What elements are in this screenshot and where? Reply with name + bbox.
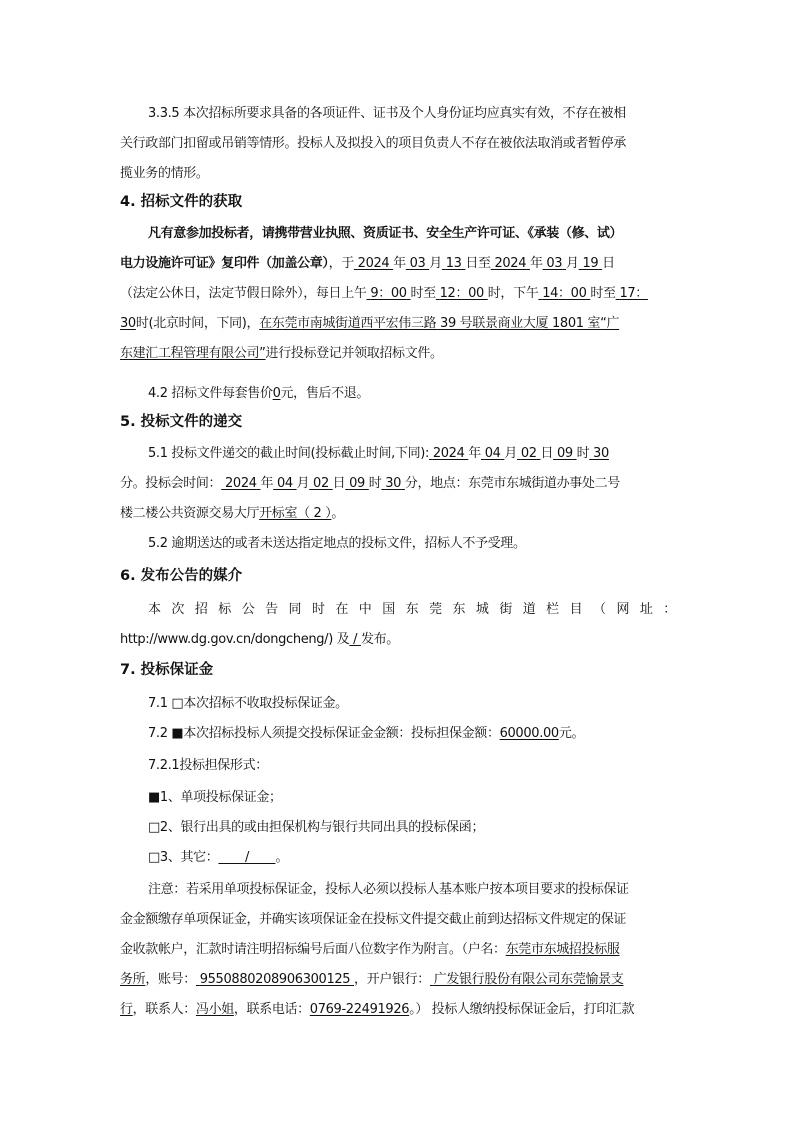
para-5-1-line3: 楼二楼公共资源交易大厅开标室（ 2 ）。: [120, 506, 345, 521]
para-5-1-line2: 分。投标会时间： 2024 年 04 月 02 日 09 时 30 分，地点：东莞市东城街道办事处二号: [120, 476, 620, 491]
deadline-minute: 30: [593, 446, 609, 461]
para-7-2-1: 7.2.1投标担保形式：: [148, 758, 268, 773]
note-line1: 注意：若采用单项投标保证金，投标人必须以投标人基本账户按本项目要求的投标保证: [148, 882, 629, 897]
para-4-line3: （法定公休日，法定节假日除外），每日上午 9：00 时至 12：00 时，下午 14：00 时至 17：: [120, 286, 648, 301]
para-4-line1: 凡有意参加投标者，请携带营业执照、资质证书、安全生产许可证、《承装（修、试）: [148, 226, 623, 241]
pm-start-time: 14：00: [542, 286, 587, 301]
media-line-char: 时: [311, 602, 325, 617]
media-line-char: 栏: [546, 602, 559, 617]
guarantee-option-3: □3、其它： / 。: [148, 850, 289, 865]
account-name-part2: 务所: [120, 972, 146, 987]
section-5-heading: 5. 投标文件的递交: [120, 414, 243, 430]
registration-company: 东建汇工程管理有限公司”: [120, 346, 266, 361]
para-3-3-5-line1: 3.3.5 本次招标所要求具备的各项证件、证书及个人身份证均应真实有效，不存在被相: [148, 106, 626, 121]
note-line2: 金金额缴存单项保证金，并确实该项保证金在投标文件提交截止前到达招标文件规定的保证: [120, 912, 627, 927]
para-7-1: 7.1 □本次招标不收取投标保证金。: [148, 696, 348, 711]
media-line-char: （: [593, 602, 606, 617]
license-text: 电力设施许可证》复印件（加盖公章）: [120, 256, 329, 271]
para-3-3-5-line3: 揽业务的情形。: [120, 166, 209, 181]
para-5-2: 5.2 逾期送达的或者未送达指定地点的投标文件，招标人不予受理。: [148, 536, 526, 551]
pm-end-time-part1: 17：: [619, 286, 648, 301]
media-line-char: 在: [335, 602, 349, 617]
contact-phone: 0769-22491926: [309, 1002, 410, 1017]
other-media: /: [349, 632, 361, 647]
para-3-3-5-line2: 关行政部门扣留或吊销等情形。投标人及拟投入的项目负责人不存在被依法取消或者暂停承: [120, 136, 627, 151]
media-line-char: 网: [616, 602, 630, 617]
meeting-year: 2024: [225, 476, 257, 491]
media-line-char: 本: [148, 602, 161, 617]
note-line5: 行，联系人：冯小姐，联系电话：0769-22491926。） 投标人缴纳投标保证金后，打印汇款: [120, 1002, 635, 1017]
media-line-char: 道: [522, 602, 536, 617]
media-line-char: 公: [241, 602, 255, 617]
media-line-char: 中: [358, 602, 372, 617]
media-line-char: 目: [569, 602, 583, 617]
meeting-day: 02: [313, 476, 329, 491]
account-name-part1: 东莞市东城招投标服: [505, 942, 620, 957]
media-line-char: 国: [382, 602, 395, 617]
deadline-month: 04: [484, 446, 501, 461]
media-line-char: 莞: [429, 602, 442, 617]
media-line-char: 招: [194, 602, 208, 617]
media-line-char: 址: [639, 602, 653, 617]
media-line-char: 同: [288, 602, 302, 617]
publish-url[interactable]: http://www.dg.gov.cn/dongcheng/): [120, 632, 333, 647]
section-7-heading: 7. 投标保证金: [120, 662, 214, 678]
note-line4: 务所，账号： 9550880208906300125 ，开户银行： 广发银行股份有限公司东莞愉景支: [120, 972, 624, 987]
meeting-month: 04: [276, 476, 293, 491]
document-price: 0: [272, 386, 281, 401]
registration-address: 在东莞市南城街道西平宏伟三路 39 号联景商业大厦 1801 室“广: [259, 316, 620, 331]
media-line-char: ：: [663, 602, 676, 617]
am-start-time: 9：00: [370, 286, 407, 301]
account-number: 9550880208906300125: [199, 972, 351, 987]
meeting-hour: 09: [349, 476, 365, 491]
start-year: 2024: [357, 256, 390, 271]
note-line3: 金收款帐户，汇款时请注明招标编号后面八位数字作为附言。（户名：东莞市东城招投标服: [120, 942, 620, 957]
bank-name-part2: 行: [120, 1002, 133, 1017]
pm-end-time-part2: 30: [120, 316, 136, 331]
end-day: 19: [582, 256, 599, 271]
para-6-line2: http://www.dg.gov.cn/dongcheng/) 及 / 发布。: [120, 632, 399, 647]
para-4-line5: 东建汇工程管理有限公司”进行投标登记并领取招标文件。: [120, 346, 443, 361]
contact-person: 冯小姐: [195, 1002, 234, 1017]
para-7-2: 7.2 ■本次招标投标人须提交投标保证金金额：投标担保金额：60000.00元。: [148, 726, 585, 741]
para-6-line1: [148, 600, 676, 620]
start-month: 03: [409, 256, 426, 271]
am-end-time: 12：00: [439, 286, 484, 301]
guarantee-option-1: ■1、单项投标保证金；: [148, 790, 282, 805]
media-line-char: 东: [452, 602, 466, 617]
end-year: 2024: [494, 256, 527, 271]
media-line-char: 次: [171, 602, 185, 617]
bid-room: 开标室（ 2 ）: [259, 506, 332, 521]
para-4-line2: 电力设施许可证》复印件（加盖公章），于 2024 年 03 月 13 日至 2024 年 03 月 19 日: [120, 256, 615, 271]
end-month: 03: [546, 256, 563, 271]
bank-name-part1: 广发银行股份有限公司东莞愉景支: [433, 972, 624, 987]
section-4-heading: 4. 招标文件的获取: [120, 194, 243, 210]
bond-amount: 60000.00: [499, 726, 559, 741]
media-line-char: 标: [218, 602, 231, 617]
media-line-char: 城: [475, 602, 489, 617]
meeting-minute: 30: [385, 476, 402, 491]
start-day: 13: [445, 256, 462, 271]
deadline-hour: 09: [556, 446, 573, 461]
media-line-char: 告: [265, 602, 278, 617]
section-6-heading: 6. 发布公告的媒介: [120, 568, 243, 584]
other-form-value: /: [218, 850, 276, 865]
deadline-day: 02: [520, 446, 537, 461]
media-line-char: 东: [405, 602, 419, 617]
media-line-char: 街: [499, 602, 512, 617]
para-4-line4: 30时(北京时间，下同)，在东莞市南城街道西平宏伟三路 39 号联景商业大厦 1801 室“广: [120, 316, 620, 331]
para-4-2: 4.2 招标文件每套售价0元，售后不退。: [148, 386, 370, 401]
para-5-1-line1: 5.1 投标文件递交的截止时间(投标截止时间,下同): 2024 年 04 月 02 日 09 时 30: [148, 446, 609, 461]
guarantee-option-2: □2、银行出具的或由担保机构与银行共同出具的投标保函；: [148, 820, 485, 835]
deadline-year: 2024: [432, 446, 465, 461]
